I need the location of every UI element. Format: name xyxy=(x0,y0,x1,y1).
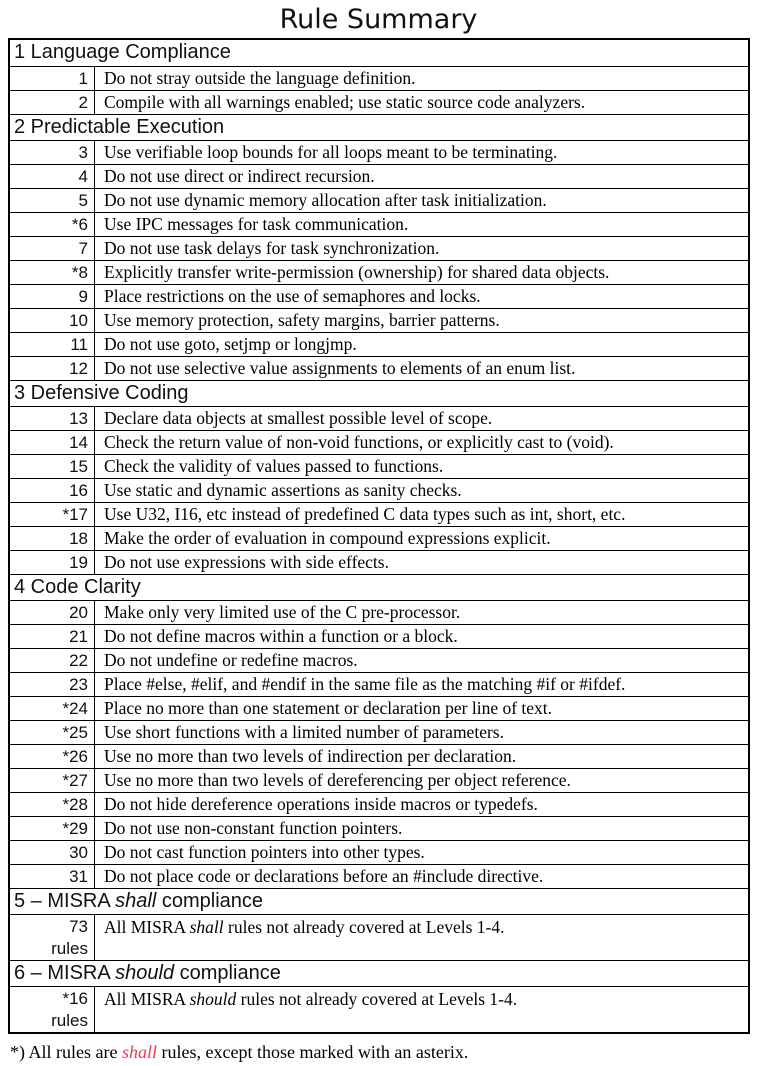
rule-text-30-segment: Do not cast function pointers into other types. xyxy=(104,842,425,862)
rule-number-16 xyxy=(10,987,95,1032)
rule-number-value: 16 xyxy=(69,481,88,500)
rule-number-value: 4 xyxy=(78,167,88,186)
rule-number-14 xyxy=(10,431,95,454)
rule-row-30 xyxy=(10,840,748,864)
rule-text-13 xyxy=(95,407,748,430)
rule-number-6 xyxy=(10,213,95,236)
rule-number-value: 20 xyxy=(69,603,88,622)
rule-text-18-segment: Make the order of evaluation in compound expressions explicit. xyxy=(104,528,551,548)
section-header-5 xyxy=(10,888,748,914)
rule-number-73 xyxy=(10,915,95,960)
rule-number-value: 21 xyxy=(69,627,88,646)
rule-number-12 xyxy=(10,357,95,380)
rule-number-27 xyxy=(10,769,95,792)
rule-number-9 xyxy=(10,285,95,308)
rule-row-26 xyxy=(10,744,748,768)
rule-number-value: *24 xyxy=(62,699,88,718)
rule-number-20 xyxy=(10,601,95,624)
rule-row-31 xyxy=(10,864,748,888)
rule-text-22-segment: Do not undefine or redefine macros. xyxy=(104,650,358,670)
rule-text-16 xyxy=(95,987,748,1032)
rule-number-value: 12 xyxy=(69,359,88,378)
section-header-4 xyxy=(10,574,748,600)
rule-row-4 xyxy=(10,164,748,188)
rule-row-28 xyxy=(10,792,748,816)
rule-number-value: 19 xyxy=(69,553,88,572)
rule-row-12 xyxy=(10,356,748,380)
rule-text-17 xyxy=(95,503,748,526)
rule-text-31 xyxy=(95,865,748,888)
rule-text-26 xyxy=(95,745,748,768)
rule-number-value: *29 xyxy=(62,819,88,838)
rule-text-2-segment: Compile with all warnings enabled; use static source code analyzers. xyxy=(104,92,586,112)
rule-number-31 xyxy=(10,865,95,888)
rule-number-value: 10 xyxy=(69,311,88,330)
rule-number-17 xyxy=(10,503,95,526)
rule-number-29 xyxy=(10,817,95,840)
rule-row-14 xyxy=(10,430,748,454)
section-header-4-segment: 4 Code Clarity xyxy=(14,576,141,598)
rule-text-20-segment: Make only very limited use of the C pre-processor. xyxy=(104,602,461,622)
rule-text-31-segment: Do not place code or declarations before an #include directive. xyxy=(104,866,544,886)
section-header-1-segment: 1 Language Compliance xyxy=(14,41,231,63)
rule-text-73 xyxy=(95,915,748,960)
rule-number-value: *17 xyxy=(62,505,88,524)
rule-number-value: 30 xyxy=(69,843,88,862)
rule-number-value: *8 xyxy=(71,263,88,282)
rule-number-value: *26 xyxy=(62,747,88,766)
rule-row-1 xyxy=(10,66,748,90)
rule-number-5 xyxy=(10,189,95,212)
rule-text-25-segment: Use short functions with a limited number of parameters. xyxy=(104,722,504,742)
rule-number-16 xyxy=(10,479,95,502)
rule-text-15-segment: Check the validity of values passed to functions. xyxy=(104,456,444,476)
section-header-2-segment: 2 Predictable Execution xyxy=(14,116,225,138)
rule-row-20 xyxy=(10,600,748,624)
rule-text-16-segment: Use static and dynamic assertions as sanity checks. xyxy=(104,480,462,500)
rule-text-10-segment: Use memory protection, safety margins, barrier patterns. xyxy=(104,310,500,330)
rule-number-value: 3 xyxy=(78,143,88,162)
rule-row-19 xyxy=(10,550,748,574)
rule-number-value: 13 xyxy=(69,409,88,428)
rule-number-value: 11 xyxy=(70,335,88,354)
rule-number-8 xyxy=(10,261,95,284)
rule-number-unit: rules xyxy=(51,1011,88,1030)
rule-number-13 xyxy=(10,407,95,430)
rule-text-28-segment: Do not hide dereference operations inside macros or typedefs. xyxy=(104,794,538,814)
rule-text-25 xyxy=(95,721,748,744)
rule-text-11 xyxy=(95,333,748,356)
rule-text-23 xyxy=(95,673,748,696)
rule-number-1 xyxy=(10,67,95,90)
rule-number-value: 31 xyxy=(69,867,88,886)
rule-text-12 xyxy=(95,357,748,380)
rule-row-5 xyxy=(10,188,748,212)
section-header-6-segment: should xyxy=(115,962,175,984)
rule-number-value: 73 xyxy=(69,917,88,936)
rule-number-value: 7 xyxy=(78,239,88,258)
rule-row-3 xyxy=(10,140,748,164)
rule-text-8 xyxy=(95,261,748,284)
footnote-segment: *) All rules are xyxy=(10,1042,122,1062)
rule-row-11 xyxy=(10,332,748,356)
rule-number-30 xyxy=(10,841,95,864)
rule-row-16 xyxy=(10,986,748,1032)
rule-row-23 xyxy=(10,672,748,696)
rule-text-1 xyxy=(95,67,748,90)
rule-text-19-segment: Do not use expressions with side effects. xyxy=(104,552,389,572)
section-header-3-segment: 3 Defensive Coding xyxy=(14,382,189,404)
rule-row-29 xyxy=(10,816,748,840)
footnote-segment: rules, except those marked with an asterix. xyxy=(156,1042,469,1062)
rule-number-23 xyxy=(10,673,95,696)
rule-text-3-segment: Use verifiable loop bounds for all loops meant to be terminating. xyxy=(104,142,558,162)
rule-number-value: *6 xyxy=(71,215,88,234)
rule-number-value: 18 xyxy=(69,529,88,548)
rule-summary-table xyxy=(8,38,750,1034)
rule-text-20 xyxy=(95,601,748,624)
rule-number-24 xyxy=(10,697,95,720)
rule-number-2 xyxy=(10,91,95,114)
rule-text-30 xyxy=(95,841,748,864)
rule-text-15 xyxy=(95,455,748,478)
rule-number-value: 5 xyxy=(78,191,88,210)
rule-text-14-segment: Check the return value of non-void functions, or explicitly cast to (void). xyxy=(104,432,614,452)
rule-text-14 xyxy=(95,431,748,454)
rule-text-22 xyxy=(95,649,748,672)
rule-text-19 xyxy=(95,551,748,574)
rule-text-18 xyxy=(95,527,748,550)
rule-number-15 xyxy=(10,455,95,478)
rule-text-16-segment: All MISRA xyxy=(104,989,190,1009)
rule-text-12-segment: Do not use selective value assignments to elements of an enum list. xyxy=(104,358,576,378)
rule-row-16 xyxy=(10,478,748,502)
rule-text-5-segment: Do not use dynamic memory allocation after task initialization. xyxy=(104,190,547,210)
rule-number-value: *16 xyxy=(62,989,88,1008)
rule-number-value: *27 xyxy=(62,771,88,790)
section-header-2 xyxy=(10,114,748,140)
rule-row-9 xyxy=(10,284,748,308)
rule-text-11-segment: Do not use goto, setjmp or longjmp. xyxy=(104,334,357,354)
section-header-5-segment: compliance xyxy=(156,890,264,912)
rule-text-4-segment: Do not use direct or indirect recursion. xyxy=(104,166,375,186)
rule-text-2 xyxy=(95,91,748,114)
rule-row-24 xyxy=(10,696,748,720)
rule-text-6 xyxy=(95,213,748,236)
rule-text-17-segment: Use U32, I16, etc instead of predefined C data types such as int, short, etc. xyxy=(104,504,626,524)
rule-number-28 xyxy=(10,793,95,816)
rule-row-27 xyxy=(10,768,748,792)
rule-text-16-segment: should xyxy=(189,989,237,1009)
rule-number-value: *25 xyxy=(62,723,88,742)
rule-number-10 xyxy=(10,309,95,332)
rule-row-8 xyxy=(10,260,748,284)
rule-row-25 xyxy=(10,720,748,744)
rule-number-21 xyxy=(10,625,95,648)
rule-text-28 xyxy=(95,793,748,816)
rule-text-8-segment: Explicitly transfer write-permission (ownership) for shared data objects. xyxy=(104,262,610,282)
rule-number-value: 23 xyxy=(69,675,88,694)
rule-number-26 xyxy=(10,745,95,768)
section-header-5-segment: 5 – MISRA xyxy=(14,890,116,912)
rule-text-7 xyxy=(95,237,748,260)
rule-number-3 xyxy=(10,141,95,164)
rule-text-13-segment: Declare data objects at smallest possible level of scope. xyxy=(104,408,493,428)
rule-text-29 xyxy=(95,817,748,840)
rule-number-25 xyxy=(10,721,95,744)
rule-number-11 xyxy=(10,333,95,356)
section-header-6-segment: compliance xyxy=(174,962,281,984)
rule-row-10 xyxy=(10,308,748,332)
rule-number-7 xyxy=(10,237,95,260)
rule-text-1-segment: Do not stray outside the language definition. xyxy=(104,68,416,88)
rule-row-6 xyxy=(10,212,748,236)
rule-text-73-segment: shall xyxy=(189,917,224,937)
rule-text-4 xyxy=(95,165,748,188)
rule-text-24 xyxy=(95,697,748,720)
rule-number-unit: rules xyxy=(51,939,88,958)
rule-text-26-segment: Use no more than two levels of indirection per declaration. xyxy=(104,746,517,766)
rule-number-19 xyxy=(10,551,95,574)
section-header-5-segment: shall xyxy=(115,890,157,912)
rule-row-13 xyxy=(10,406,748,430)
section-header-6-segment: 6 – MISRA xyxy=(14,962,116,984)
rule-row-15 xyxy=(10,454,748,478)
rule-text-10 xyxy=(95,309,748,332)
rule-number-value: *28 xyxy=(62,795,88,814)
page-title: Rule Summary xyxy=(279,4,478,35)
rule-row-18 xyxy=(10,526,748,550)
rule-text-29-segment: Do not use non-constant function pointers. xyxy=(104,818,403,838)
rule-text-23-segment: Place #else, #elif, and #endif in the same file as the matching #if or #ifdef. xyxy=(104,674,626,694)
rule-number-value: 1 xyxy=(78,69,88,88)
rule-number-22 xyxy=(10,649,95,672)
rule-number-value: 22 xyxy=(69,651,88,670)
rule-text-9 xyxy=(95,285,748,308)
rule-text-16-segment: rules not already covered at Levels 1-4. xyxy=(236,989,518,1009)
rule-text-21-segment: Do not define macros within a function or a block. xyxy=(104,626,458,646)
rule-text-3 xyxy=(95,141,748,164)
rule-text-73-segment: All MISRA xyxy=(104,917,190,937)
rule-text-7-segment: Do not use task delays for task synchronization. xyxy=(104,238,440,258)
rule-row-73 xyxy=(10,914,748,960)
rule-number-value: 14 xyxy=(69,433,88,452)
rule-row-21 xyxy=(10,624,748,648)
rule-row-2 xyxy=(10,90,748,114)
rule-text-21 xyxy=(95,625,748,648)
rule-text-5 xyxy=(95,189,748,212)
rule-text-27-segment: Use no more than two levels of dereferencing per object reference. xyxy=(104,770,571,790)
rule-text-27 xyxy=(95,769,748,792)
rule-row-7 xyxy=(10,236,748,260)
section-header-6 xyxy=(10,960,748,986)
footnote-highlight: shall xyxy=(121,1042,157,1062)
rule-text-16 xyxy=(95,479,748,502)
rule-number-4 xyxy=(10,165,95,188)
footnote xyxy=(10,1041,757,1063)
rule-text-9-segment: Place restrictions on the use of semaphores and locks. xyxy=(104,286,481,306)
rule-number-value: 15 xyxy=(69,457,88,476)
rule-row-22 xyxy=(10,648,748,672)
rule-text-24-segment: Place no more than one statement or declaration per line of text. xyxy=(104,698,553,718)
rule-text-6-segment: Use IPC messages for task communication. xyxy=(104,214,409,234)
rule-row-17 xyxy=(10,502,748,526)
rule-number-value: 9 xyxy=(78,287,88,306)
section-header-1 xyxy=(10,40,748,66)
rule-number-value: 2 xyxy=(78,93,88,112)
rule-number-18 xyxy=(10,527,95,550)
section-header-3 xyxy=(10,380,748,406)
rule-text-73-segment: rules not already covered at Levels 1-4. xyxy=(223,917,505,937)
